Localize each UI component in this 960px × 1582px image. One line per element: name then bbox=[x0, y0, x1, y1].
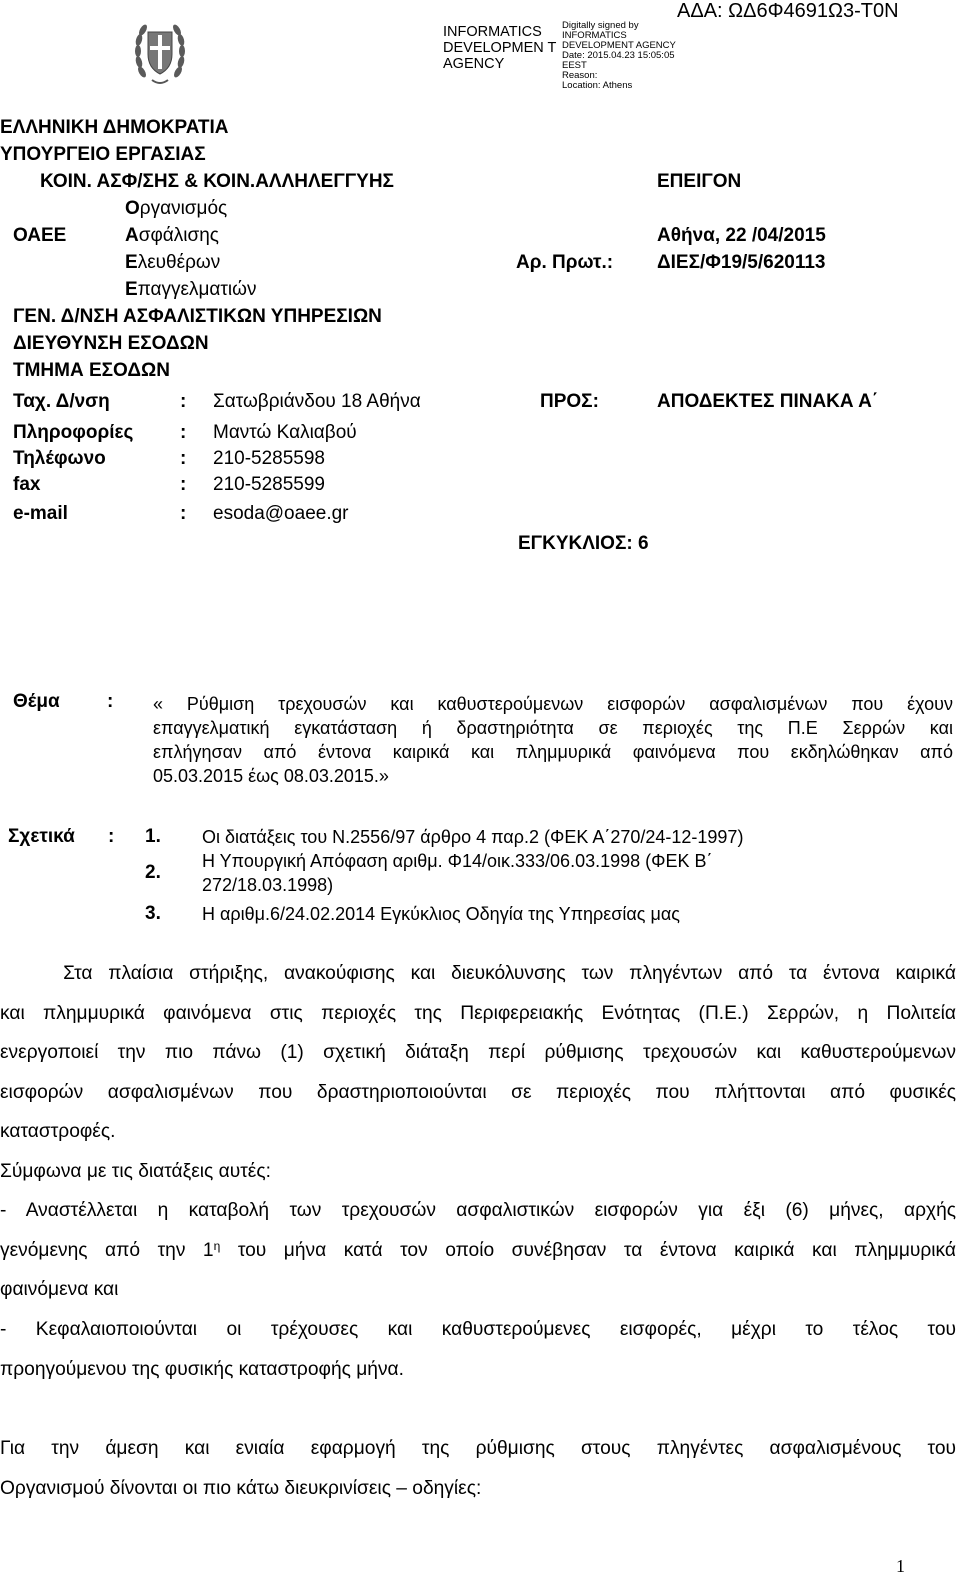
body-paragraph-1 bbox=[0, 954, 956, 1152]
org-initial: Ο bbox=[125, 198, 140, 219]
signature-line: Digitally signed by bbox=[562, 20, 639, 31]
org-line bbox=[125, 198, 227, 220]
body-line: Σύμφωνα με τις διατάξεις αυτές: bbox=[0, 1161, 271, 1182]
body-line: εισφορών ασφαλισμένων που δραστηριοποιούνται σε περιοχές που πλήττονται από φυσικές bbox=[0, 1081, 956, 1103]
document-date: Αθήνα, 22 /04/2015 bbox=[657, 225, 826, 246]
republic-title: ΕΛΛΗΝΙΚΗ ΔΗΜΟΚΡΑΤΙΑ bbox=[0, 117, 229, 138]
contact-label: fax bbox=[13, 474, 41, 495]
subject-line: επλήγησαν από έντονα καιρικά και πλημμυρικά φαινόμενα που εκδηλώθηκαν από bbox=[153, 742, 953, 762]
ministry-title: ΥΠΟΥΡΓΕΙΟ ΕΡΓΑΣΙΑΣ bbox=[0, 144, 206, 165]
org-word: ργανισμός bbox=[139, 198, 228, 219]
related-text-continued: 272/18.03.1998) bbox=[202, 875, 334, 895]
ada-code: ΑΔΑ: ΩΔ6Φ4691Ω3-Τ0Ν bbox=[677, 0, 899, 22]
body-paragraph-5 bbox=[0, 1429, 956, 1508]
general-department: ΓΕΝ. Δ/ΝΣΗ ΑΣΦΑΛΙΣΤΙΚΩΝ ΥΠΗΡΕΣΙΩΝ bbox=[13, 306, 382, 327]
digital-signature bbox=[562, 21, 682, 91]
contact-label: Τηλέφωνο bbox=[13, 448, 106, 469]
signature-line: Date: 2015.04.23 15:05:05 bbox=[562, 50, 675, 61]
body-paragraph-3 bbox=[0, 1191, 956, 1310]
contact-label: e-mail bbox=[13, 503, 68, 524]
body-line: ενεργοποιεί την πιο πάνω (1) σχετική διάταξη περί ρύθμισης τρεχουσών και καθυστερούμενων bbox=[0, 1042, 956, 1063]
subject-sep: : bbox=[107, 691, 114, 712]
greek-emblem-icon bbox=[132, 10, 188, 100]
subject-label: Θέμα bbox=[13, 691, 60, 712]
related-text: Οι διατάξεις του Ν.2556/97 άρθρο 4 παρ.2 (ΦΕΚ Α΄270/24-12-1997) bbox=[202, 827, 744, 847]
body-line: - Αναστέλλεται η καταβολή των τρεχουσών ασφαλιστικών εισφορών για έξι (6) μήνες, αρχής bbox=[0, 1200, 956, 1221]
contact-value: 210-5285598 bbox=[213, 448, 325, 469]
org-line bbox=[125, 225, 219, 247]
body-line: προηγούμενου της φυσικής καταστροφής μήνα. bbox=[0, 1358, 404, 1380]
recipients-value: ΑΠΟΔΕΚΤΕΣ ΠΙΝΑΚΑ Α΄ bbox=[657, 391, 879, 412]
org-initial: Ε bbox=[125, 279, 138, 300]
body-line: Οργανισμού δίνονται οι πιο κάτω διευκρινίσεις – οδηγίες: bbox=[0, 1477, 482, 1499]
related-label: Σχετικά bbox=[8, 826, 75, 847]
related-number: 1. bbox=[145, 826, 161, 847]
signature-line: DEVELOPMENT AGENCY bbox=[562, 40, 676, 51]
body-line: - Κεφαλαιοποιούνται οι τρέχουσες και καθυστερούμενες εισφορές, μέχρι το τέλος του bbox=[0, 1319, 956, 1340]
agency-name: INFORMATICS DEVELOPMEN T AGENCY bbox=[443, 24, 557, 72]
urgent-label: ΕΠΕΙΓΟΝ bbox=[657, 171, 742, 192]
related-number: 2. bbox=[145, 862, 161, 883]
contact-value: Σατωβριάνδου 18 Αθήνα bbox=[213, 391, 421, 412]
circular-number: ΕΓΚΥΚΛΙΟΣ: 6 bbox=[518, 533, 649, 554]
org-initial: Ε bbox=[125, 252, 138, 273]
contact-sep: : bbox=[180, 448, 187, 469]
org-word: σφάλισης bbox=[138, 225, 219, 246]
org-line bbox=[125, 279, 256, 301]
body-line: φαινόμενα και bbox=[0, 1279, 119, 1300]
subject-line: επαγγελματική εγκατάσταση ή δραστηριότητα σε περιοχές της Π.Ε Σερρών και bbox=[153, 718, 953, 738]
contact-label: Πληροφορίες bbox=[13, 422, 134, 443]
contact-sep: : bbox=[180, 391, 187, 412]
recipients-label: ΠΡΟΣ: bbox=[540, 391, 599, 412]
contact-label: Ταχ. Δ/νση bbox=[13, 391, 110, 412]
signature-line: Location: Athens bbox=[562, 80, 633, 91]
contact-value: 210-5285599 bbox=[213, 474, 325, 495]
subject-text bbox=[153, 692, 953, 788]
signature-line: Reason: bbox=[562, 70, 598, 81]
org-abbreviation: ΟΑΕΕ bbox=[13, 225, 67, 246]
body-line: και πλημμυρικά φαινόμενα στις περιοχές της Περιφερειακής Ενότητας (Π.Ε.) Σερρών, η Πολιτεία bbox=[0, 1002, 956, 1024]
page-number: 1 bbox=[896, 1556, 905, 1576]
org-initial: Α bbox=[125, 225, 139, 246]
protocol-number: ΔΙΕΣ/Φ19/5/620113 bbox=[657, 252, 826, 273]
body-text: γενόμενης από την 1 bbox=[0, 1239, 214, 1261]
related-text: Η Υπουργική Απόφαση αριθμ. Φ14/οικ.333/06.03.1998 (ΦΕΚ Β΄ bbox=[202, 851, 713, 871]
related-sep: : bbox=[108, 826, 115, 847]
signature-line: INFORMATICS bbox=[562, 30, 627, 41]
related-number: 3. bbox=[145, 903, 161, 924]
org-word: λευθέρων bbox=[137, 252, 221, 273]
signature-line: EEST bbox=[562, 60, 587, 71]
body-text: του μήνα κατά τον οποίο συνέβησαν τα έντονα καιρικά και πλημμυρικά bbox=[220, 1239, 956, 1261]
contact-sep: : bbox=[180, 422, 187, 443]
contact-value: Μαντώ Καλιαβού bbox=[213, 422, 357, 443]
subject-line: « Ρύθμιση τρεχουσών και καθυστερούμενων εισφορών ασφαλισμένων που έχουν bbox=[153, 694, 953, 714]
body-paragraph-4 bbox=[0, 1310, 956, 1389]
body-line: Στα πλαίσια στήριξης, ανακούφισης και διευκόλυνσης των πληγέντων από τα έντονα καιρικά bbox=[0, 963, 956, 984]
section: ΤΜΗΜΑ ΕΣΟΔΩΝ bbox=[13, 360, 170, 381]
body-line: Για την άμεση και ενιαία εφαρμογή της ρύθμισης στους πληγέντες ασφαλισμένους του bbox=[0, 1438, 956, 1459]
ministry-title-2: ΚΟΙΝ. ΑΣΦ/ΣΗΣ & ΚΟΙΝ.ΑΛΛΗΛΕΓΓΥΗΣ bbox=[40, 171, 394, 192]
related-text: Η αριθμ.6/24.02.2014 Εγκύκλιος Οδηγία της Υπηρεσίας μας bbox=[202, 904, 680, 924]
body-line bbox=[0, 1231, 956, 1271]
directorate: ΔΙΕΥΘΥΝΣΗ ΕΣΟΔΩΝ bbox=[13, 333, 209, 354]
protocol-label: Αρ. Πρωτ.: bbox=[516, 252, 614, 273]
body-line: καταστροφές. bbox=[0, 1121, 116, 1142]
body-paragraph-2 bbox=[0, 1152, 956, 1192]
subject-line: 05.03.2015 έως 08.03.2015.» bbox=[153, 766, 389, 786]
contact-sep: : bbox=[180, 503, 187, 524]
contact-sep: : bbox=[180, 474, 187, 495]
org-line bbox=[125, 252, 220, 274]
org-word: παγγελματιών bbox=[137, 279, 257, 300]
contact-value: esoda@oaee.gr bbox=[213, 503, 349, 524]
superscript: η bbox=[213, 1238, 221, 1253]
